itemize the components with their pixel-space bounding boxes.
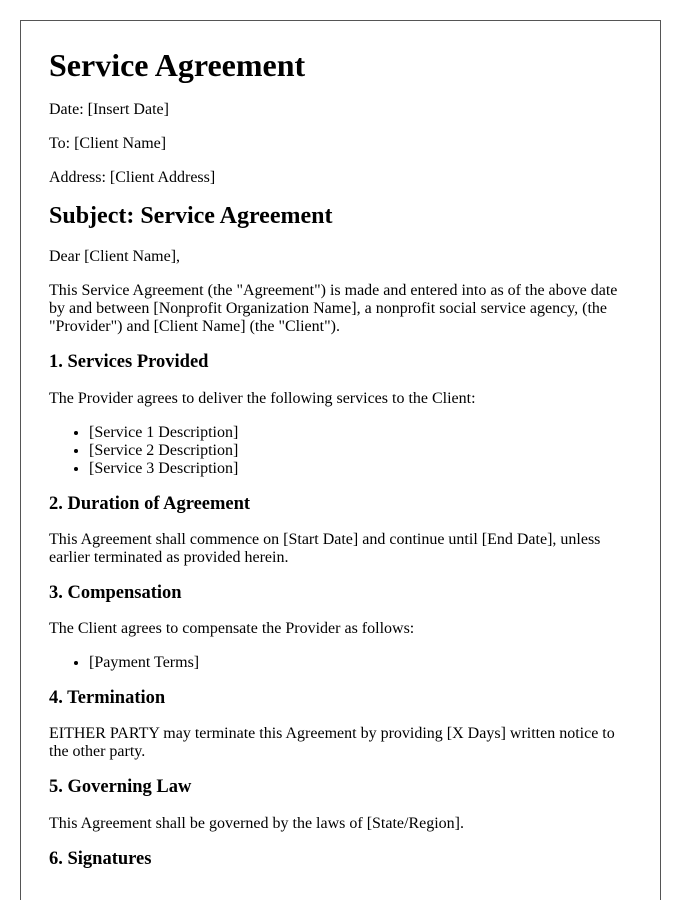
compensation-list xyxy=(49,654,634,672)
section-heading-duration: 2. Duration of Agreement xyxy=(49,493,251,514)
list-item: • [Service 3 Description] xyxy=(89,460,634,478)
section-heading-signatures: 6. Signatures xyxy=(49,848,152,869)
duration-text: This Agreement shall commence on [Start Date] and continue until [End Date], unless earlier terminated as provided herein. xyxy=(49,530,601,566)
document-page xyxy=(20,20,661,900)
termination-text: EITHER PARTY may terminate this Agreement by providing [X Days] written notice to the other party. xyxy=(49,725,615,761)
services-list xyxy=(49,424,634,478)
services-text: The Provider agrees to deliver the following services to the Client: xyxy=(49,389,476,407)
governing-law-text: This Agreement shall be governed by the laws of [State/Region]. xyxy=(49,814,465,832)
list-item: • [Service 1 Description] xyxy=(89,424,634,442)
recipient-line: To: [Client Name] xyxy=(49,134,167,152)
section-heading-services: 1. Services Provided xyxy=(49,352,209,373)
salutation: Dear [Client Name], xyxy=(49,248,181,266)
subject-heading: Subject: Service Agreement xyxy=(49,202,333,229)
document-title: Service Agreement xyxy=(49,47,306,83)
address-line: Address: [Client Address] xyxy=(49,168,216,186)
document-body xyxy=(49,47,634,886)
compensation-text: The Client agrees to compensate the Provider as follows: xyxy=(49,620,415,638)
list-item: • [Payment Terms] xyxy=(89,654,634,672)
date-line: Date: [Insert Date] xyxy=(49,100,169,118)
intro-paragraph: This Service Agreement (the "Agreement") is made and entered into as of the above date by and between [Nonprofit Organization Name], a nonprofit social service agency, (the "Provider") and [Client Name] (the "Client"). xyxy=(49,282,618,336)
section-heading-termination: 4. Termination xyxy=(49,688,166,709)
section-heading-governing-law: 5. Governing Law xyxy=(49,777,192,798)
list-item: • [Service 2 Description] xyxy=(89,442,634,460)
section-heading-compensation: 3. Compensation xyxy=(49,582,182,603)
